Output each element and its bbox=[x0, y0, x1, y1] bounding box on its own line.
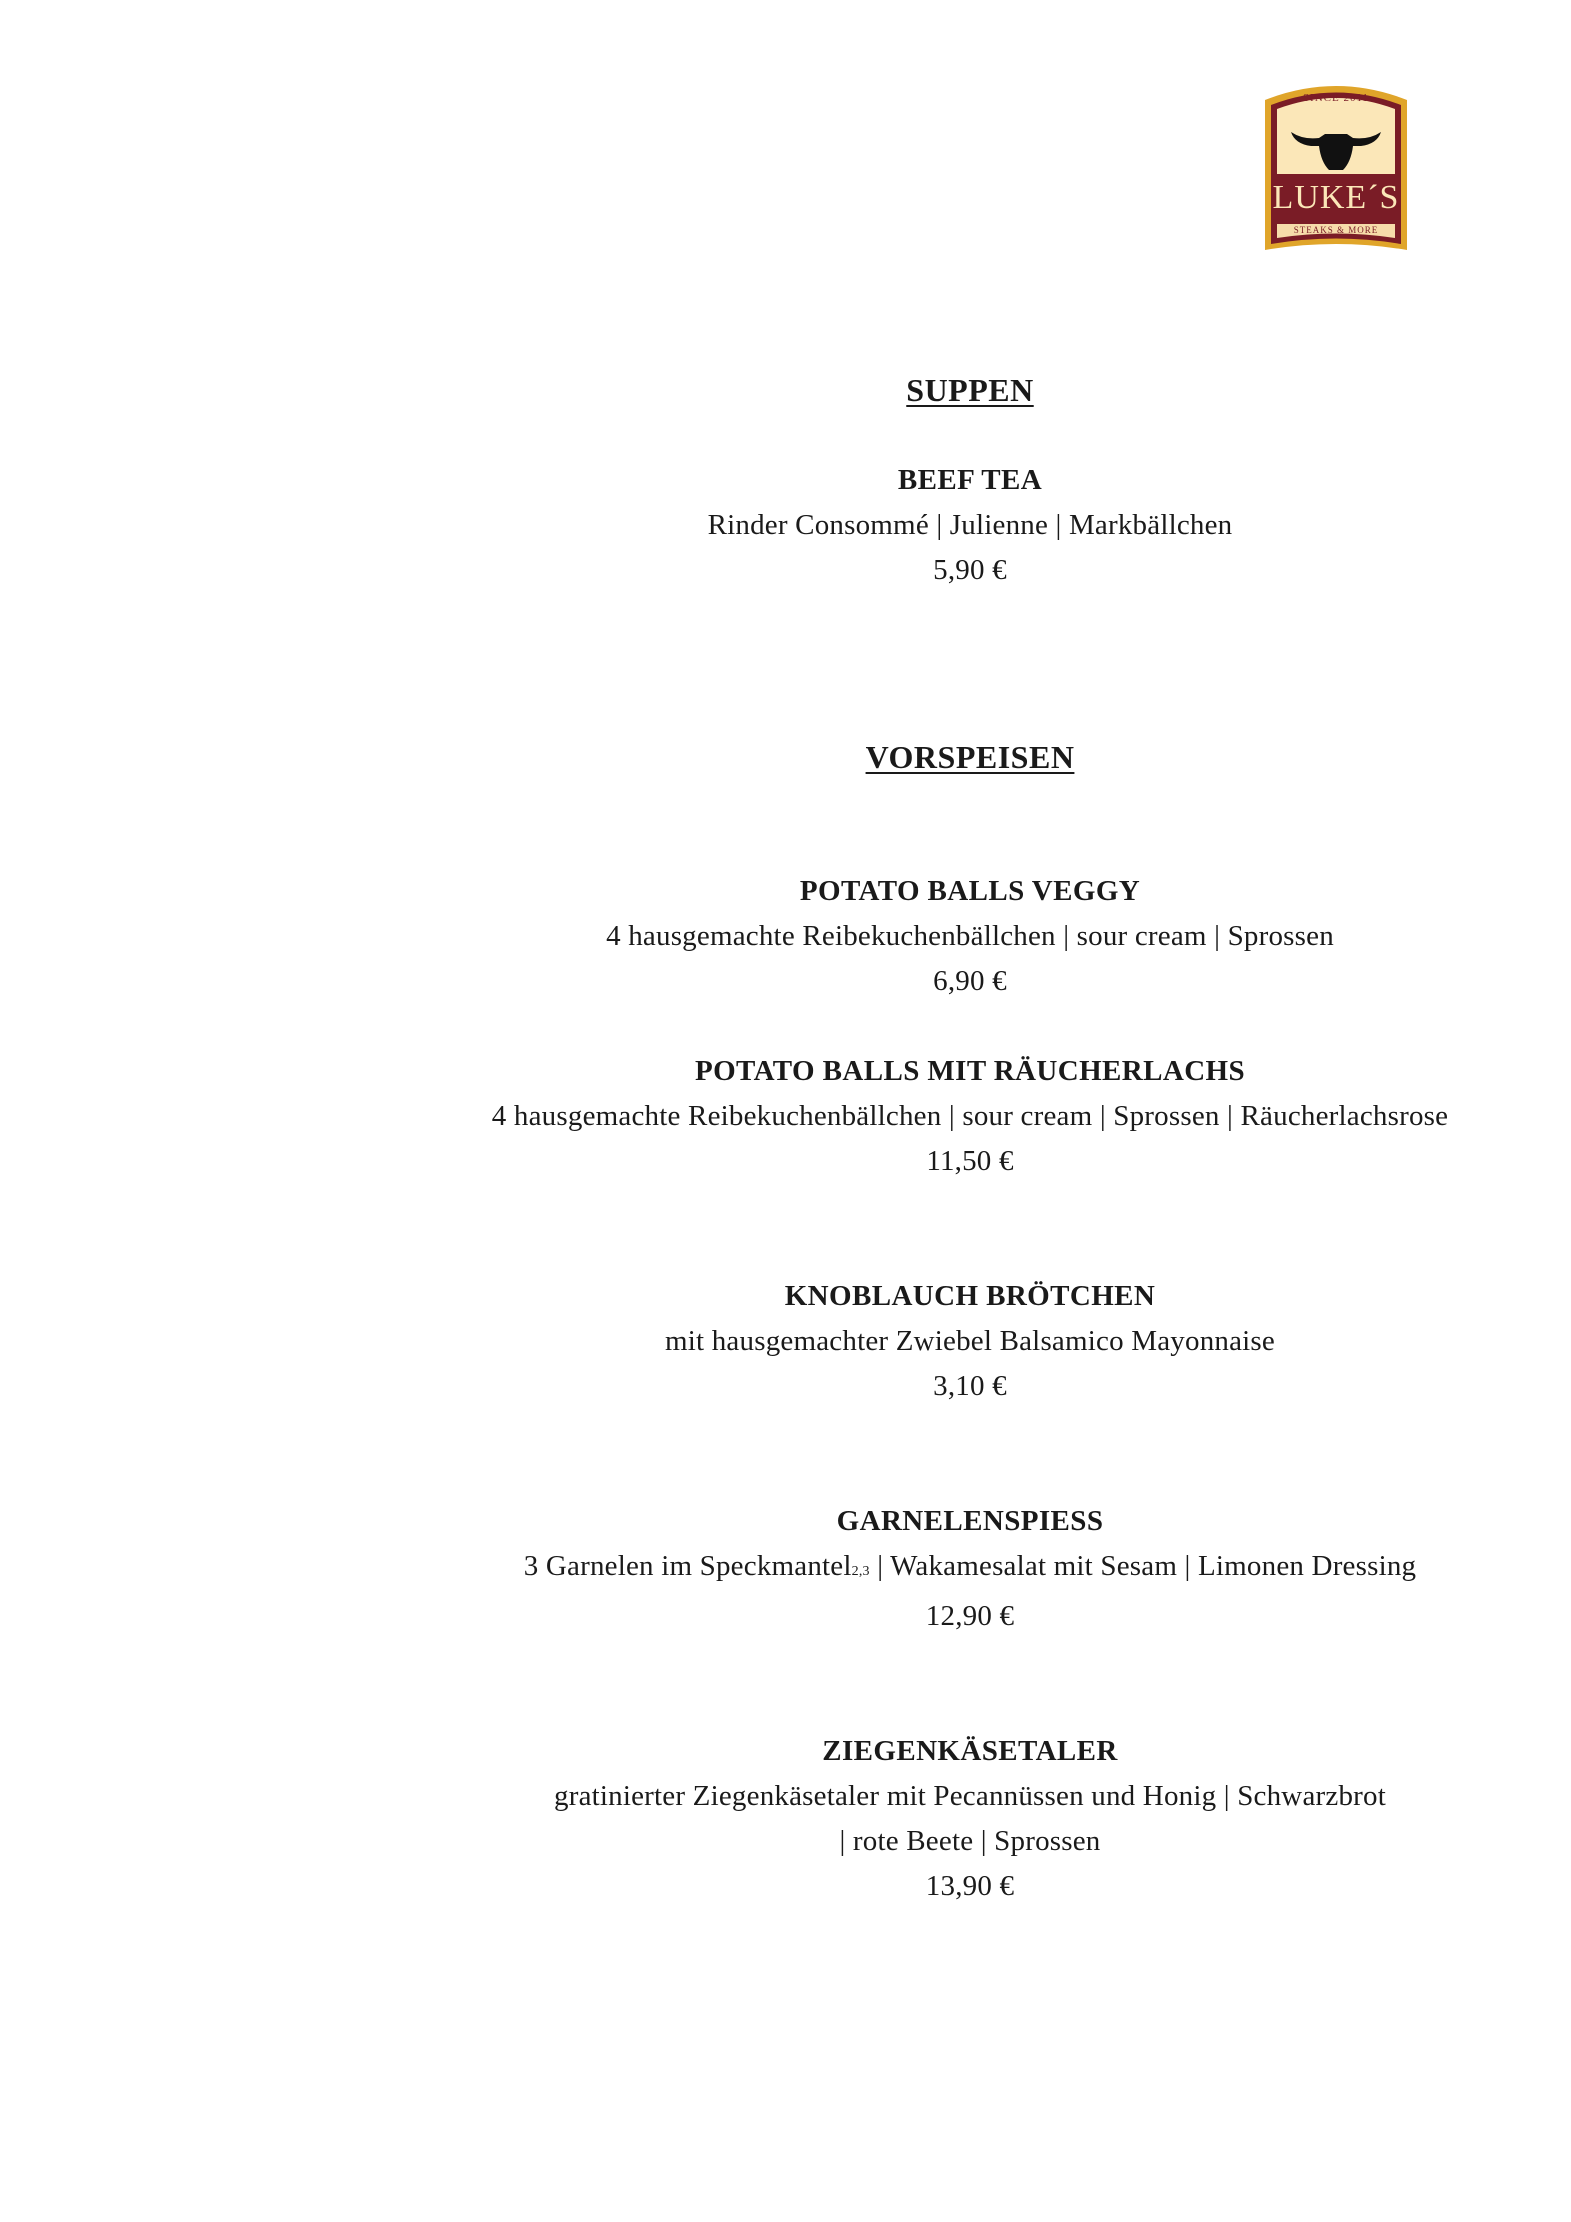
item-description bbox=[425, 1544, 1515, 1594]
menu-item-ziegenkaesetaler bbox=[425, 1729, 1515, 1909]
item-price: 6,90 € bbox=[933, 965, 1007, 997]
item-description-line2: | rote Beete | Sprossen bbox=[839, 1825, 1101, 1857]
menu-item-potato-balls-lachs bbox=[425, 1049, 1515, 1184]
menu-content bbox=[425, 368, 1515, 1909]
section-title-suppen: SUPPEN bbox=[906, 372, 1034, 408]
restaurant-logo bbox=[1253, 78, 1419, 274]
section-title-vorspeisen: VORSPEISEN bbox=[865, 739, 1075, 775]
logo-name-text: LUKE´S bbox=[1272, 179, 1400, 216]
item-name: ZIEGENKÄSETALER bbox=[822, 1735, 1118, 1767]
allergen-note: 2,3 bbox=[851, 1564, 870, 1579]
item-price: 5,90 € bbox=[933, 554, 1007, 586]
item-name: POTATO BALLS MIT RÄUCHERLACHS bbox=[694, 1055, 1246, 1087]
item-description: 4 hausgemachte Reibekuchenbällchen | sour cream | Sprossen bbox=[606, 920, 1334, 952]
item-name: BEEF TEA bbox=[897, 464, 1043, 496]
item-description: Rinder Consommé | Julienne | Markbällchen bbox=[707, 509, 1233, 541]
menu-item-garnelenspiess bbox=[425, 1499, 1515, 1639]
logo-tagline-text: STEAKS & MORE bbox=[1293, 225, 1379, 235]
menu-item-knoblauch-broetchen bbox=[425, 1274, 1515, 1409]
logo-badge-icon bbox=[1253, 78, 1419, 274]
item-description: 4 hausgemachte Reibekuchenbällchen | sour cream | Sprossen | Räucherlachsrose bbox=[491, 1100, 1449, 1132]
item-price: 13,90 € bbox=[925, 1870, 1015, 1902]
item-price: 11,50 € bbox=[926, 1145, 1014, 1177]
item-name: POTATO BALLS VEGGY bbox=[799, 875, 1141, 907]
item-description: gratinierter Ziegenkäsetaler mit Pecannüssen und Honig | Schwarzbrot bbox=[554, 1780, 1386, 1812]
item-name: KNOBLAUCH BRÖTCHEN bbox=[784, 1280, 1156, 1312]
item-name: GARNELENSPIESS bbox=[836, 1505, 1104, 1537]
item-description: mit hausgemachter Zwiebel Balsamico Mayonnaise bbox=[665, 1325, 1275, 1357]
item-price: 12,90 € bbox=[925, 1600, 1015, 1632]
logo-since-text: SINCE 2011 bbox=[1302, 92, 1370, 104]
item-description-main: 3 Garnelen im Speckmantel bbox=[523, 1550, 852, 1582]
menu-item-beef-tea bbox=[425, 458, 1515, 593]
menu-item-potato-balls-veggy bbox=[425, 869, 1515, 1004]
item-description-rest: | Wakamesalat mit Sesam | Limonen Dressing bbox=[877, 1550, 1417, 1582]
item-price: 3,10 € bbox=[933, 1370, 1007, 1402]
